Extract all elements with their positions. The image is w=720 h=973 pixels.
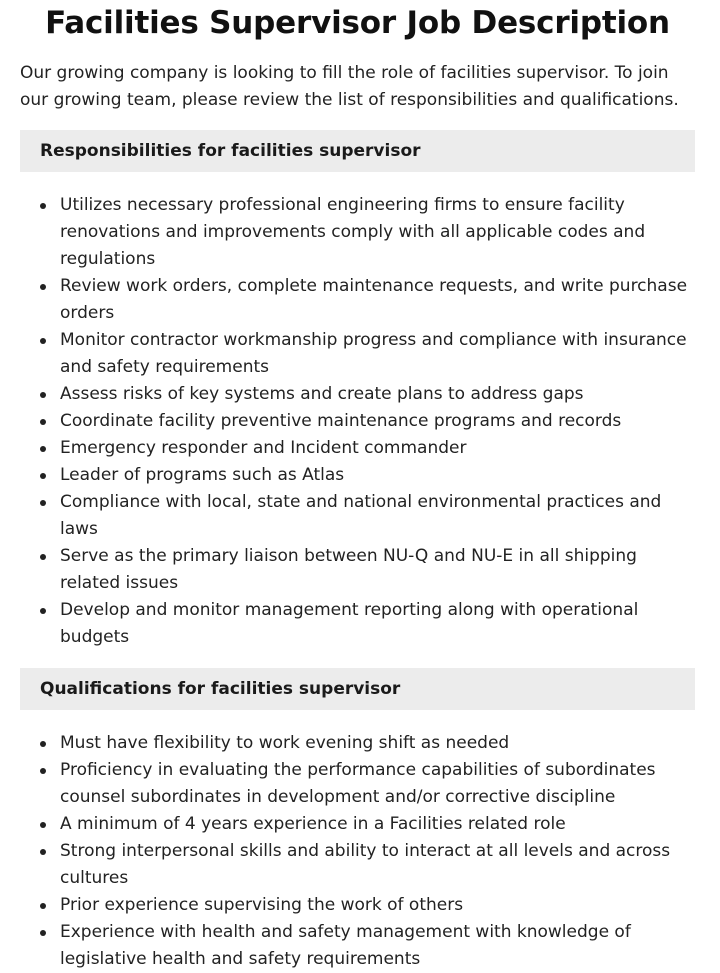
list-item: Emergency responder and Incident commander <box>60 435 695 462</box>
list-item: Coordinate facility preventive maintenance programs and records <box>60 408 695 435</box>
list-item: Proficiency in evaluating the performance capabilities of subordinates counsel subordinates in development and/or corrective discipline <box>60 757 695 811</box>
list-item: Prior experience supervising the work of others <box>60 892 695 919</box>
list-item: Leader of programs such as Atlas <box>60 462 695 489</box>
list-item: Strong interpersonal skills and ability to interact at all levels and across cultures <box>60 838 695 892</box>
list-item: Serve as the primary liaison between NU-Q and NU-E in all shipping related issues <box>60 543 695 597</box>
qualifications-list <box>20 730 695 973</box>
list-item: Experience with health and safety management with knowledge of legislative health and safety requirements <box>60 919 695 973</box>
list-item: Compliance with local, state and national environmental practices and laws <box>60 489 695 543</box>
list-item: Review work orders, complete maintenance requests, and write purchase orders <box>60 273 695 327</box>
qualifications-heading: Qualifications for facilities supervisor <box>20 668 695 710</box>
list-item: A minimum of 4 years experience in a Facilities related role <box>60 811 695 838</box>
list-item: Develop and monitor management reporting along with operational budgets <box>60 597 695 651</box>
list-item: Utilizes necessary professional engineering firms to ensure facility renovations and improvements comply with all applicable codes and regulations <box>60 192 695 273</box>
intro-paragraph: Our growing company is looking to fill the role of facilities supervisor. To join our growing team, please review the list of responsibilities and qualifications. <box>20 63 679 110</box>
list-item: Assess risks of key systems and create plans to address gaps <box>60 381 695 408</box>
list-item: Monitor contractor workmanship progress and compliance with insurance and safety requirements <box>60 327 695 381</box>
responsibilities-list <box>20 192 695 651</box>
page-title: Facilities Supervisor Job Description <box>45 5 670 41</box>
list-item: Must have flexibility to work evening shift as needed <box>60 730 695 757</box>
responsibilities-heading: Responsibilities for facilities supervisor <box>20 130 695 172</box>
